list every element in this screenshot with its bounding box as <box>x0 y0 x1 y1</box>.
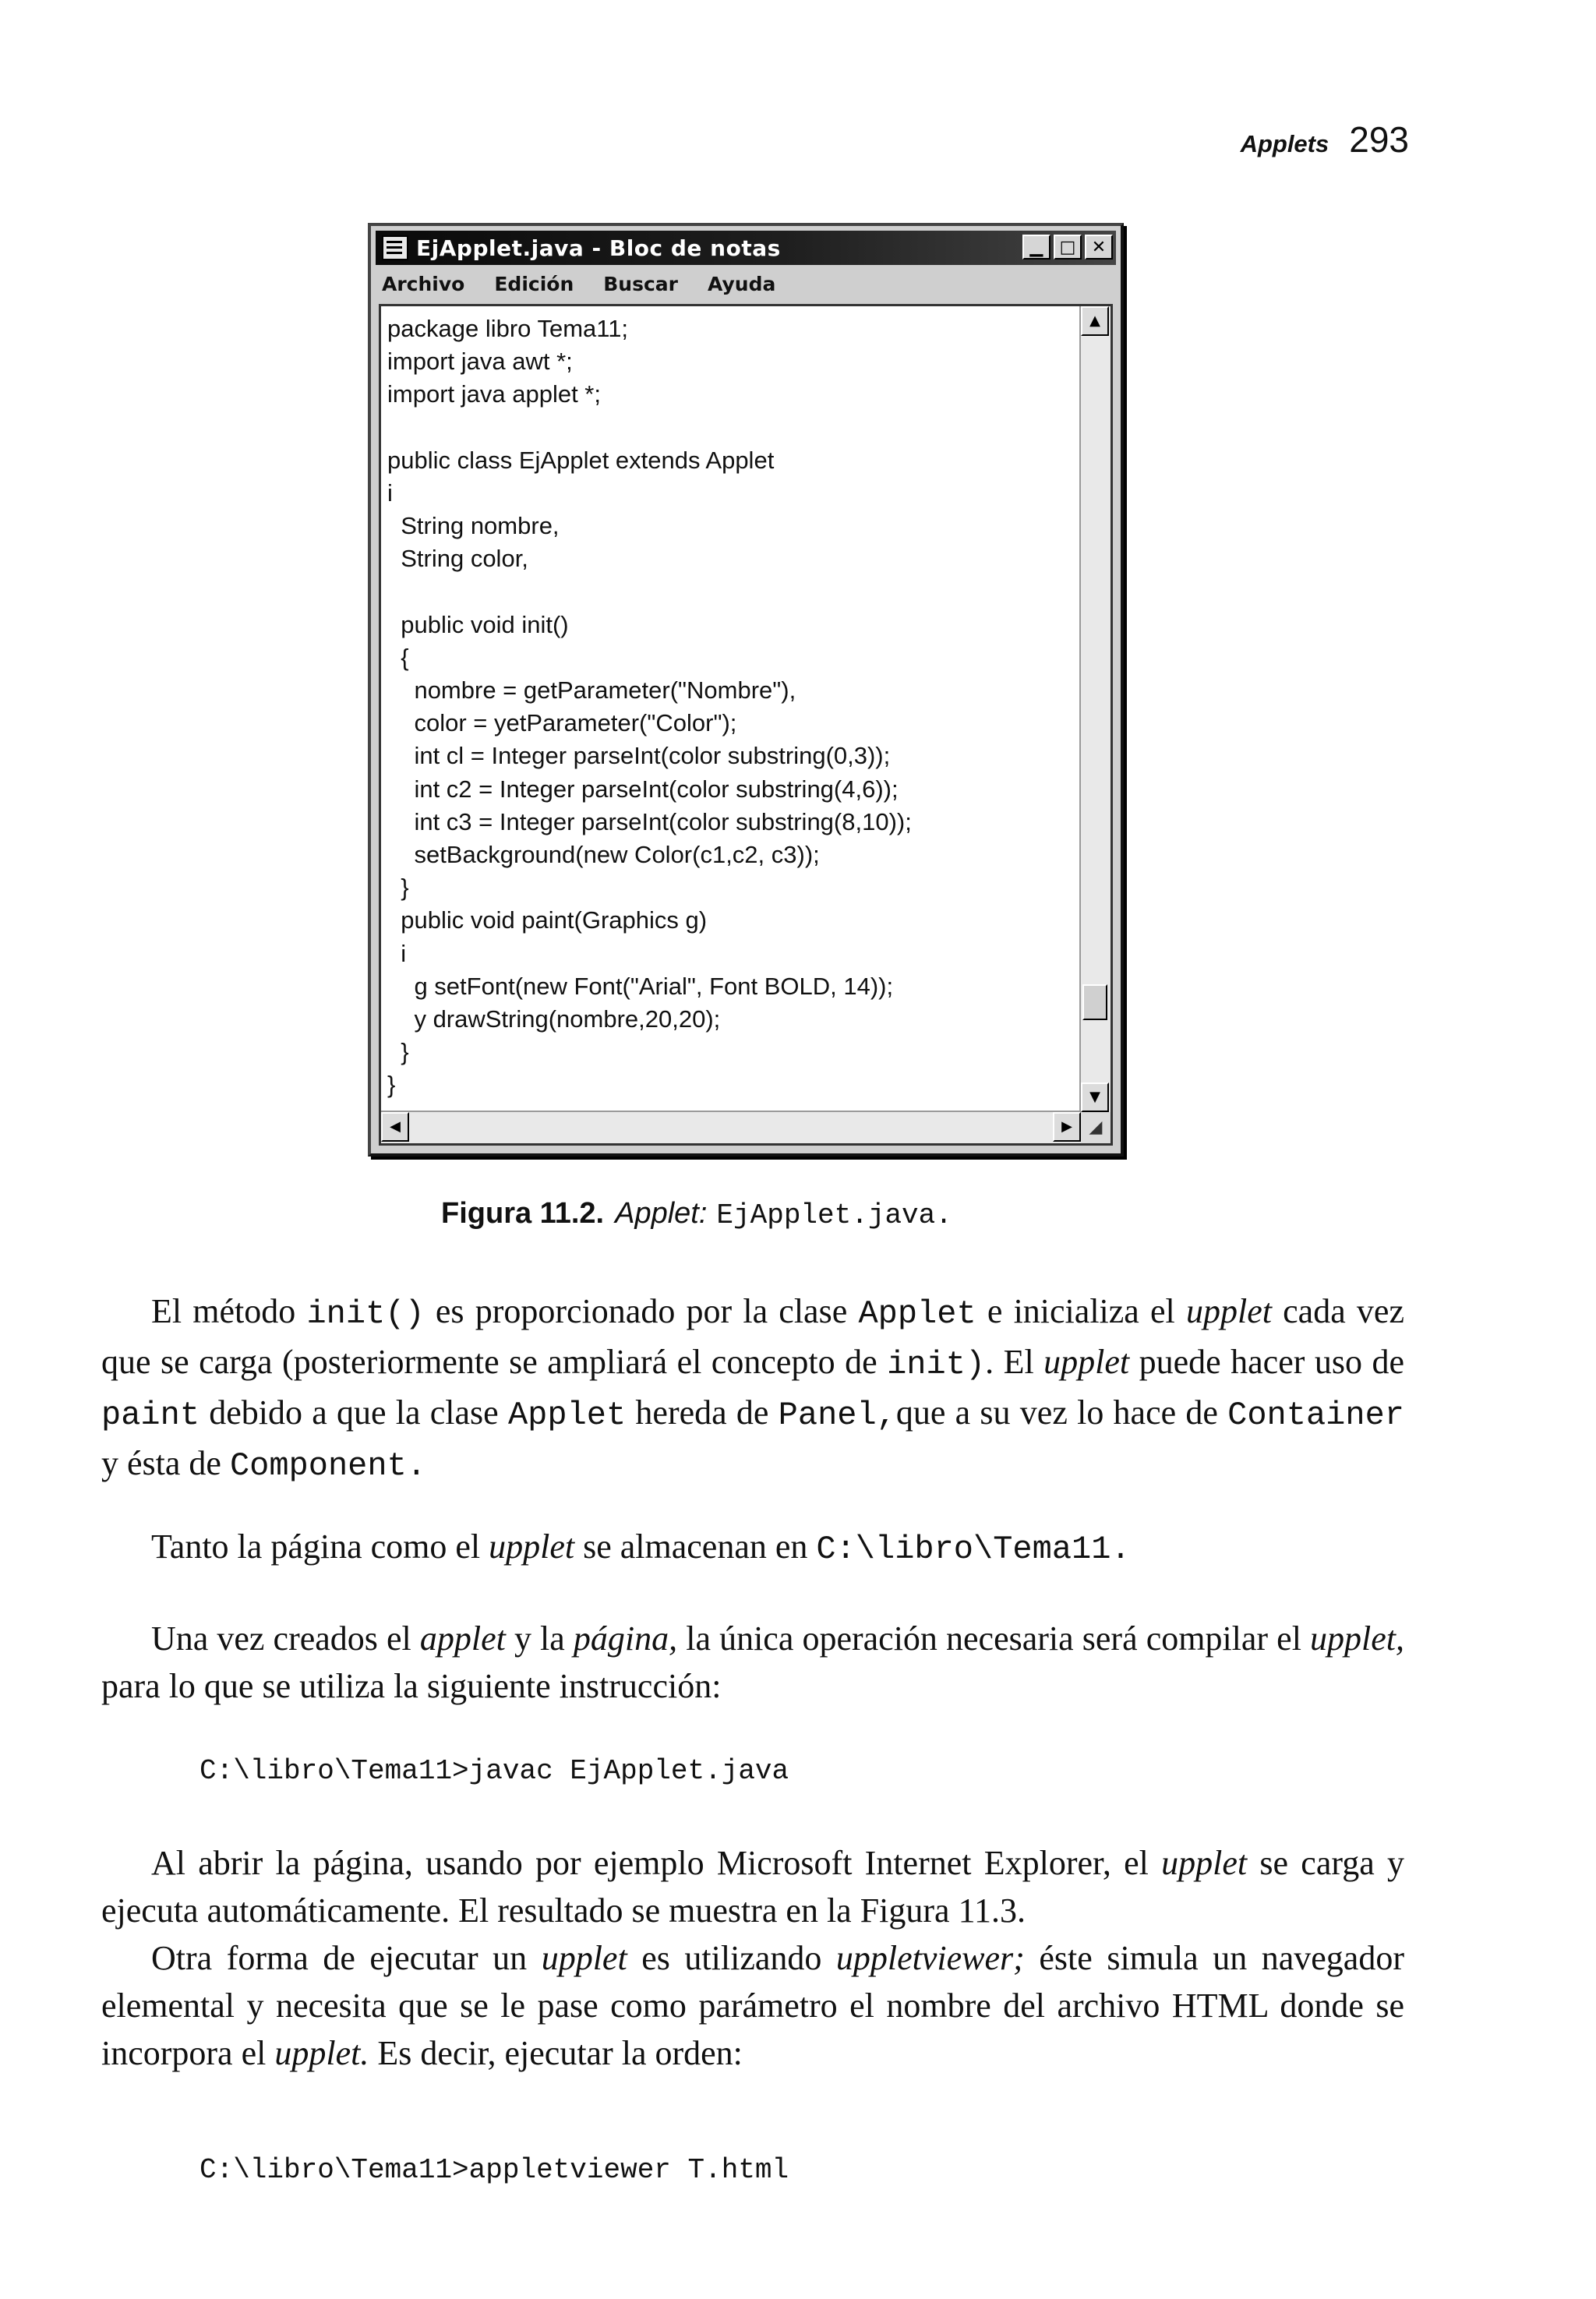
notepad-window <box>368 223 1124 1157</box>
menu-buscar[interactable]: Buscar <box>603 272 679 295</box>
code-line: int cl = Integer parseInt(color substring(0,3)); <box>387 742 891 770</box>
notepad-icon <box>382 235 408 260</box>
text: Otra forma de ejecutar un <box>151 1939 542 1977</box>
paragraph-5 <box>101 1934 1404 2077</box>
code-line: y drawString(nombre,20,20); <box>387 1005 721 1033</box>
code-line: String nombre, <box>387 512 560 540</box>
emphasis: página, <box>573 1619 678 1658</box>
text: que a su vez lo hace de <box>895 1393 1228 1432</box>
vertical-scrollbar[interactable] <box>1079 306 1110 1112</box>
emphasis: applet <box>419 1619 506 1658</box>
code-line: public class EjApplet extends Applet <box>387 446 775 474</box>
code-span: Applet <box>507 1397 627 1434</box>
text: se carga y ejecuta automáticamente. El resultado se muestra en la Figura 11.3. <box>101 1844 1404 1930</box>
command-appletviewer: C:\libro\Tema11>appletviewer T.html <box>200 2154 789 2186</box>
paragraph-1 <box>101 1287 1404 1490</box>
code-line: } <box>387 1038 409 1066</box>
text: Una vez creados el <box>151 1619 420 1658</box>
code-span: init() <box>306 1295 425 1333</box>
title-bar[interactable] <box>376 231 1116 265</box>
horizontal-scrollbar[interactable] <box>381 1111 1081 1143</box>
command-javac: C:\libro\Tema11>javac EjApplet.java <box>200 1755 789 1787</box>
paragraph-2 <box>101 1523 1404 1573</box>
code-line: package libro Tema11; <box>387 315 629 342</box>
scroll-thumb[interactable] <box>1082 984 1107 1020</box>
code-line: nombre = getParameter("Nombre"), <box>387 676 796 705</box>
figure-label: Applet: <box>615 1197 708 1230</box>
menu-edicion[interactable]: Edición <box>494 272 574 295</box>
scroll-right-arrow-icon[interactable]: ▶ <box>1053 1112 1081 1142</box>
scroll-down-arrow-icon[interactable]: ▼ <box>1081 1082 1109 1112</box>
code-area[interactable] <box>387 313 1078 1102</box>
text: debido a que la clase <box>200 1393 508 1432</box>
text: cada vez que se carga (posteriormente se ampliará el concepto de <box>101 1292 1404 1381</box>
code-span: Container <box>1227 1397 1404 1434</box>
maximize-button[interactable]: □ <box>1054 235 1082 260</box>
menu-ayuda[interactable]: Ayuda <box>708 272 776 295</box>
paragraph-3 <box>101 1615 1404 1710</box>
close-button[interactable]: ✕ <box>1085 235 1113 260</box>
code-line: } <box>387 1071 396 1099</box>
code-line: int c2 = Integer parseInt(color substring(4,6)); <box>387 775 899 803</box>
page-header <box>1241 118 1409 161</box>
window-title: EjApplet.java - Bloc de notas <box>416 235 781 261</box>
emphasis: upplet. <box>274 2034 369 2072</box>
code-line: color = yetParameter("Color"); <box>387 709 737 737</box>
text: Es decir, ejecutar la orden: <box>369 2034 743 2072</box>
minimize-button[interactable]: ▁ <box>1022 235 1050 260</box>
text: la única operación necesaria será compilar el <box>677 1619 1311 1658</box>
emphasis: upplet <box>541 1939 627 1977</box>
emphasis: upplet <box>1043 1343 1130 1381</box>
emphasis: upplet <box>1161 1844 1248 1882</box>
text: . El <box>985 1343 1044 1381</box>
code-line: String color, <box>387 545 528 573</box>
page-number: 293 <box>1349 119 1409 160</box>
emphasis: upplet, <box>1310 1619 1405 1658</box>
code-span: init) <box>887 1346 986 1383</box>
code-span: paint <box>101 1397 200 1434</box>
text: Tanto la página como el <box>151 1527 489 1566</box>
paragraph-4 <box>101 1839 1404 1934</box>
code-line: i <box>387 479 393 507</box>
text-editor[interactable] <box>379 304 1113 1146</box>
code-line <box>387 576 1078 609</box>
window-controls <box>1022 235 1113 260</box>
code-line: } <box>387 874 409 902</box>
scroll-left-arrow-icon[interactable]: ◀ <box>381 1112 409 1142</box>
text: puede hacer uso de <box>1129 1343 1404 1381</box>
figure-filename: EjApplet.java. <box>716 1199 952 1231</box>
menu-archivo[interactable]: Archivo <box>382 272 465 295</box>
emphasis: upplet <box>489 1527 575 1566</box>
menu-bar <box>382 268 775 299</box>
code-line: g setFont(new Font("Arial", Font BOLD, 14)); <box>387 972 894 1000</box>
code-line <box>387 411 1078 444</box>
figure-caption <box>441 1197 952 1231</box>
code-line: import java awt *; <box>387 348 573 376</box>
text: Al abrir la página, usando por ejemplo Microsoft Internet Explorer, el <box>151 1844 1162 1882</box>
code-line: public void paint(Graphics g) <box>387 906 708 934</box>
emphasis: uppletviewer; <box>835 1939 1025 1977</box>
code-span: Panel, <box>778 1397 896 1434</box>
text: hereda de <box>626 1393 779 1432</box>
emphasis: upplet <box>1185 1292 1272 1330</box>
code-span: Component. <box>229 1447 426 1485</box>
text: e inicializa el <box>976 1292 1186 1330</box>
code-line: i <box>387 939 407 967</box>
code-line: { <box>387 643 409 671</box>
code-line: setBackground(new Color(c1,c2, c3)); <box>387 841 820 868</box>
code-line: import java applet *; <box>387 380 601 408</box>
text: es utilizando <box>627 1939 836 1977</box>
code-span: C:\libro\Tema11. <box>816 1531 1131 1568</box>
text: éste simula un navegador elemental y necesita que se le pase como parámetro el nombre del archivo HTML donde se incorpora el <box>101 1939 1404 2072</box>
text: y la <box>505 1619 574 1658</box>
resize-grip-icon[interactable]: ◢ <box>1081 1112 1110 1143</box>
running-head: Applets <box>1240 130 1329 157</box>
code-span: Applet <box>858 1295 976 1333</box>
figure-number: Figura 11.2. <box>441 1197 605 1230</box>
text: y ésta de <box>101 1444 230 1482</box>
text: se almacenan en <box>574 1527 817 1566</box>
scroll-up-arrow-icon[interactable]: ▲ <box>1081 306 1109 336</box>
code-line: int c3 = Integer parseInt(color substring(8,10)); <box>387 807 912 835</box>
code-line: public void init() <box>387 610 569 638</box>
text: El método <box>151 1292 307 1330</box>
text: para lo que se utiliza la siguiente instrucción: <box>101 1667 722 1705</box>
text: es proporcionado por la clase <box>424 1292 859 1330</box>
